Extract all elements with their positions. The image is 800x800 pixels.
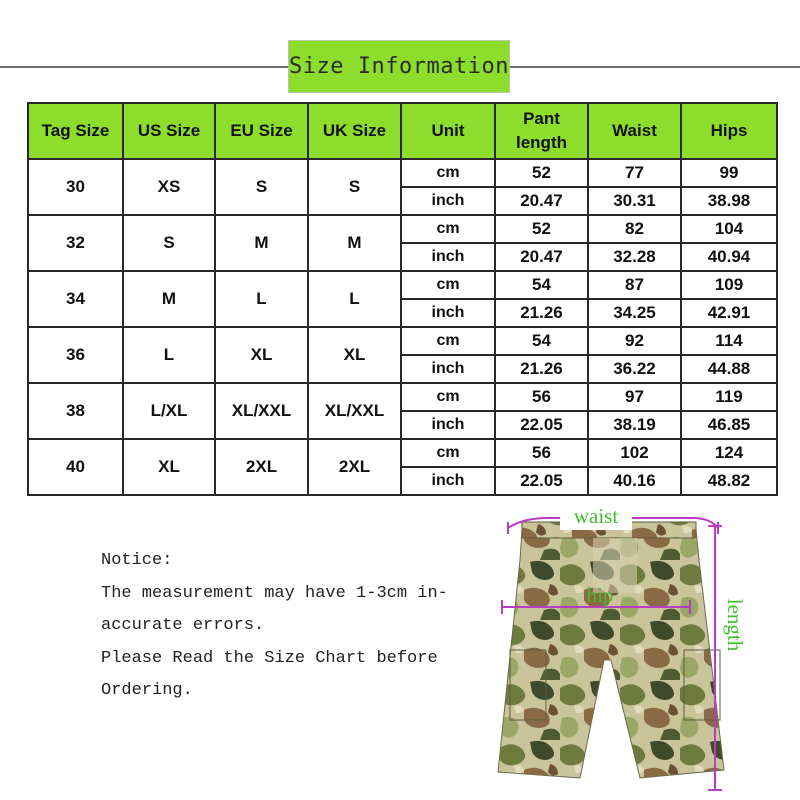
unit-cell: inch xyxy=(401,299,495,327)
us-size-cell: XS xyxy=(123,159,215,215)
pant-length-cell: 52 xyxy=(495,215,588,243)
header-us-size: US Size xyxy=(123,103,215,159)
table-row xyxy=(28,327,777,355)
unit-cell: inch xyxy=(401,243,495,271)
header-unit: Unit xyxy=(401,103,495,159)
waist-cell: 30.31 xyxy=(588,187,681,215)
pant-length-cell: 56 xyxy=(495,383,588,411)
pant-length-cell: 52 xyxy=(495,159,588,187)
us-size-cell: M xyxy=(123,271,215,327)
uk-size-cell: M xyxy=(308,215,401,271)
hips-cell: 48.82 xyxy=(681,467,777,495)
shorts-measurement-diagram xyxy=(488,500,750,795)
unit-cell: inch xyxy=(401,187,495,215)
uk-size-cell: XL xyxy=(308,327,401,383)
eu-size-cell: L xyxy=(215,271,308,327)
header-eu-size: EU Size xyxy=(215,103,308,159)
waist-cell: 87 xyxy=(588,271,681,299)
length-label: length xyxy=(723,598,747,652)
waist-cell: 102 xyxy=(588,439,681,467)
waist-cell: 92 xyxy=(588,327,681,355)
us-size-cell: XL xyxy=(123,439,215,495)
tag-size-cell: 32 xyxy=(28,215,123,271)
table-row xyxy=(28,383,777,411)
eu-size-cell: XL/XXL xyxy=(215,383,308,439)
size-chart-table xyxy=(27,102,778,496)
waist-cell: 82 xyxy=(588,215,681,243)
unit-cell: cm xyxy=(401,215,495,243)
pant-length-cell: 21.26 xyxy=(495,299,588,327)
waist-cell: 97 xyxy=(588,383,681,411)
header-tag-size: Tag Size xyxy=(28,103,123,159)
eu-size-cell: XL xyxy=(215,327,308,383)
waist-cell: 36.22 xyxy=(588,355,681,383)
uk-size-cell: XL/XXL xyxy=(308,383,401,439)
eu-size-cell: 2XL xyxy=(215,439,308,495)
us-size-cell: L xyxy=(123,327,215,383)
hips-cell: 99 xyxy=(681,159,777,187)
hips-cell: 119 xyxy=(681,383,777,411)
hips-cell: 44.88 xyxy=(681,355,777,383)
size-information-title: Size Information xyxy=(288,40,510,93)
unit-cell: inch xyxy=(401,355,495,383)
unit-cell: cm xyxy=(401,327,495,355)
tag-size-cell: 38 xyxy=(28,383,123,439)
hips-cell: 124 xyxy=(681,439,777,467)
table-row xyxy=(28,271,777,299)
notice-line: The measurement may have 1-3cm in- xyxy=(101,583,448,603)
eu-size-cell: S xyxy=(215,159,308,215)
notice-block xyxy=(101,545,461,708)
uk-size-cell: L xyxy=(308,271,401,327)
unit-cell: cm xyxy=(401,271,495,299)
header-hips: Hips xyxy=(681,103,777,159)
tag-size-cell: 36 xyxy=(28,327,123,383)
waist-cell: 32.28 xyxy=(588,243,681,271)
tag-size-cell: 40 xyxy=(28,439,123,495)
pant-length-cell: 22.05 xyxy=(495,467,588,495)
header-pant-length: Pant length xyxy=(495,103,588,159)
hips-cell: 114 xyxy=(681,327,777,355)
table-header-row xyxy=(28,103,777,159)
pant-length-cell: 20.47 xyxy=(495,243,588,271)
us-size-cell: S xyxy=(123,215,215,271)
notice-line: accurate errors. xyxy=(101,616,265,635)
hips-cell: 42.91 xyxy=(681,299,777,327)
header-waist: Waist xyxy=(588,103,681,159)
eu-size-cell: M xyxy=(215,215,308,271)
uk-size-cell: 2XL xyxy=(308,439,401,495)
waist-cell: 38.19 xyxy=(588,411,681,439)
hip-label: hip xyxy=(586,583,614,607)
notice-line: Ordering. xyxy=(101,681,193,700)
camo-shorts-image xyxy=(498,522,724,778)
us-size-cell: L/XL xyxy=(123,383,215,439)
pant-length-cell: 20.47 xyxy=(495,187,588,215)
header-uk-size: UK Size xyxy=(308,103,401,159)
pant-length-cell: 56 xyxy=(495,439,588,467)
table-body xyxy=(28,159,777,495)
hips-cell: 38.98 xyxy=(681,187,777,215)
waist-cell: 34.25 xyxy=(588,299,681,327)
table-row xyxy=(28,215,777,243)
pant-length-cell: 54 xyxy=(495,327,588,355)
pant-length-cell: 22.05 xyxy=(495,411,588,439)
tag-size-cell: 34 xyxy=(28,271,123,327)
unit-cell: cm xyxy=(401,439,495,467)
waist-label: waist xyxy=(573,504,619,528)
hips-cell: 40.94 xyxy=(681,243,777,271)
notice-line: Please Read the Size Chart before xyxy=(101,648,438,668)
hips-cell: 104 xyxy=(681,215,777,243)
unit-cell: cm xyxy=(401,159,495,187)
pant-length-cell: 54 xyxy=(495,271,588,299)
hips-cell: 109 xyxy=(681,271,777,299)
pant-length-cell: 21.26 xyxy=(495,355,588,383)
notice-heading: Notice: xyxy=(101,551,173,570)
hips-cell: 46.85 xyxy=(681,411,777,439)
waist-cell: 40.16 xyxy=(588,467,681,495)
uk-size-cell: S xyxy=(308,159,401,215)
table-row xyxy=(28,439,777,467)
unit-cell: inch xyxy=(401,411,495,439)
table-row xyxy=(28,159,777,187)
unit-cell: cm xyxy=(401,383,495,411)
waist-cell: 77 xyxy=(588,159,681,187)
unit-cell: inch xyxy=(401,467,495,495)
tag-size-cell: 30 xyxy=(28,159,123,215)
